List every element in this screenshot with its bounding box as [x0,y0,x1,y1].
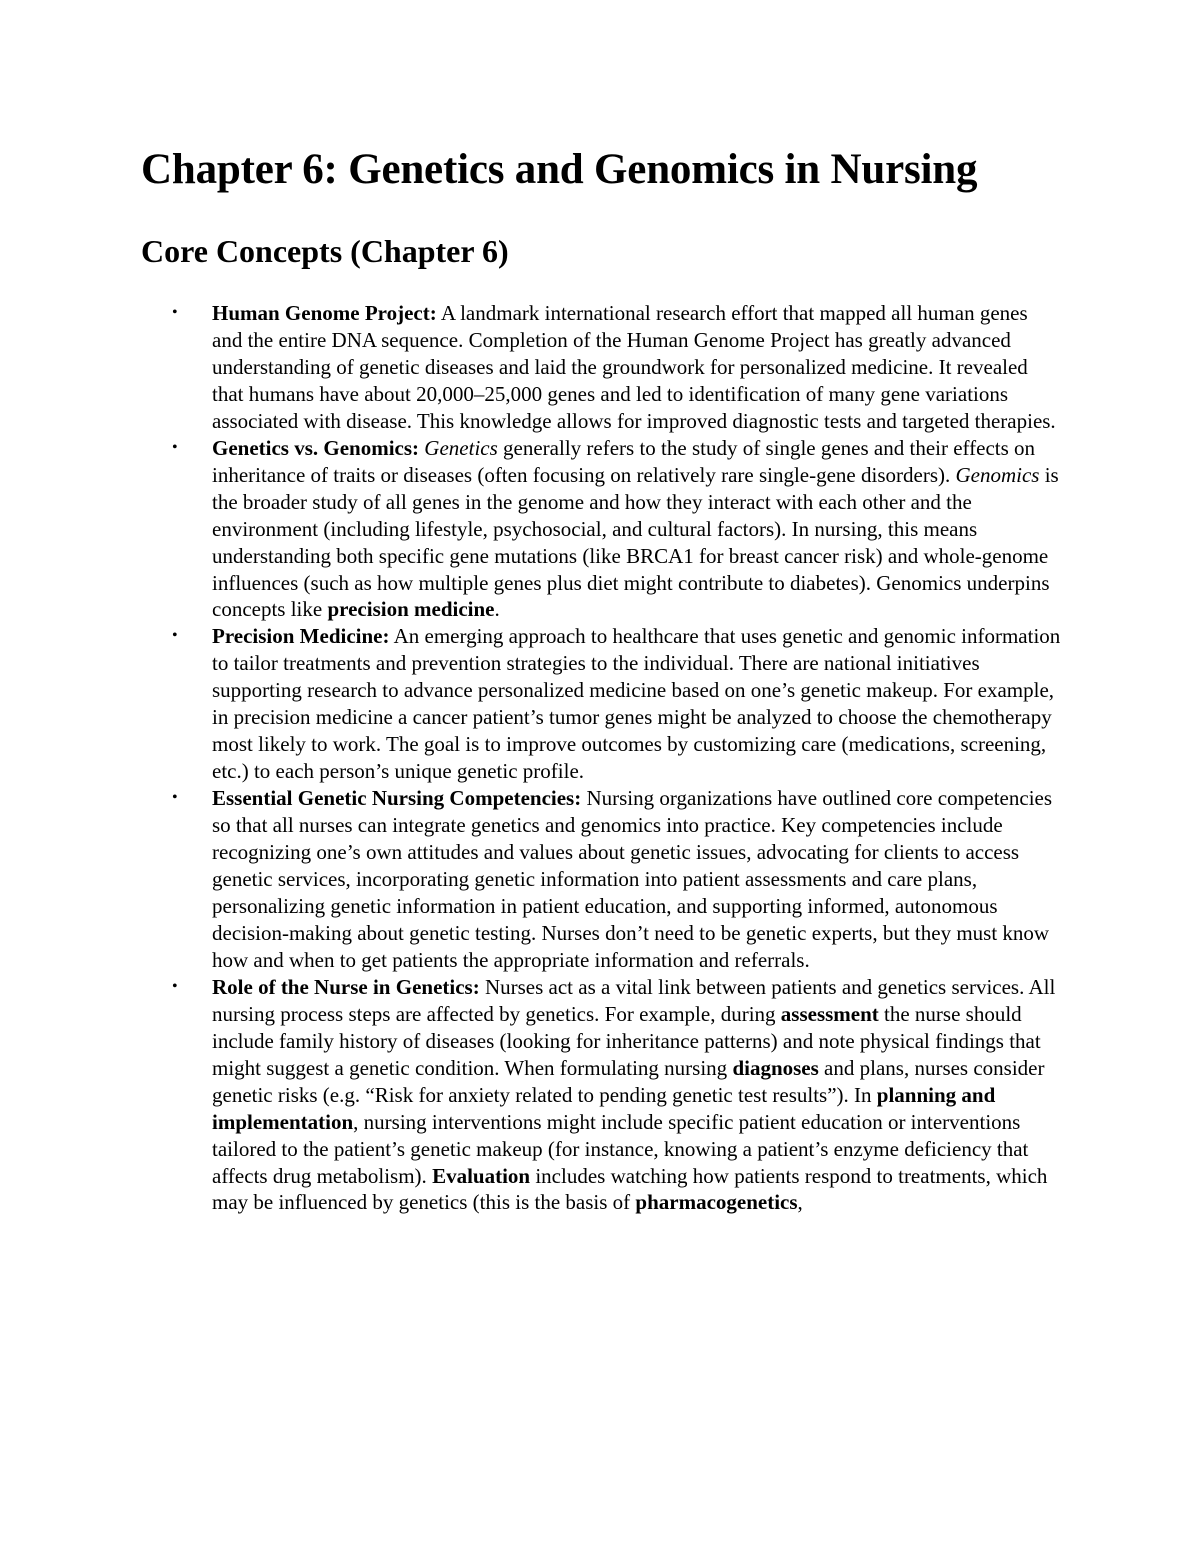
item-keyword: Evaluation [432,1163,531,1188]
item-term: Precision Medicine: [212,624,390,649]
item-text: the nurse should include family history of diseases (looking for inheritance patterns) and note physical findings that might suggest a genetic condition. When formulating nursing [212,1001,1041,1080]
item-emphasis: Genetics [424,435,498,460]
bullet-icon: • [172,977,178,995]
bullet-icon: • [172,627,178,645]
list-item-nursing-competencies [141,785,1061,974]
item-keyword: pharmacogenetics [635,1190,798,1215]
item-text: generally refers to the study of single genes and their effects on inheritance of traits or diseases (often focusing on relatively rare single-gene disorders). [212,435,1036,487]
item-term: Human Genome Project: [212,301,437,325]
item-text: , nursing interventions might include specific patient education or interventions tailored to the patient’s genetic makeup (for instance, knowing a patient’s enzyme deficiency that affects drug metabolism). [212,1109,1029,1188]
bullet-icon: • [172,789,178,807]
item-text: Nurses act as a vital link between patients and genetics services. All nursing process steps are affected by genetics. For example, during [212,974,1056,1026]
item-text: is the broader study of all genes in the genome and how they interact with each other and the environment (including lifestyle, psychosocial, and cultural factors). In nursing, this means understanding both specific gene mutations (like BRCA1 for breast cancer risk) and whole-genome influences (such as how multiple genes plus diet might contribute to diabetes). Genomics underpins concepts like [212,462,1059,622]
item-text: and plans, nurses consider genetic risks (e.g. “Risk for anxiety related to pending genetic test results”). In [212,1055,1045,1107]
list-item-genetics-vs-genomics [141,435,1061,624]
chapter-title: Chapter 6: Genetics and Genomics in Nursing [141,146,978,193]
item-text: , [797,1190,803,1215]
item-term: Role of the Nurse in Genetics: [212,974,480,999]
document-page [141,146,1061,1216]
item-text: A landmark international research effort that mapped all human genes and the entire DNA sequence. Completion of the Human Genome Project has greatly advanced understanding of genetic diseases and laid the groundwork for personalized medicine. It revealed that humans have about 20,000–25,000 genes and led to identification of many gene variations associated with disease. This knowledge allows for improved diagnostic tests and targeted therapies. [212,301,1056,433]
item-keyword: assessment [780,1001,879,1026]
section-heading: Core Concepts (Chapter 6) [141,233,509,269]
list-item-precision-medicine [141,623,1061,785]
item-keyword: precision medicine [327,597,495,622]
item-text: . [494,597,500,622]
item-keyword: diagnoses [732,1055,819,1080]
concept-list [141,300,1061,1216]
list-item-human-genome-project [141,300,1061,435]
bullet-icon: • [172,304,178,321]
item-term: Genetics vs. Genomics: [212,435,420,460]
list-item-role-of-nurse [141,974,1061,1217]
item-text: An emerging approach to healthcare that uses genetic and genomic information to tailor treatments and prevention strategies to the individual. There are national initiatives supporting research to advance personalized medicine based on one’s genetic makeup. For example, in precision medicine a cancer patient’s tumor genes might be analyzed to choose the chemotherapy most likely to work. The goal is to improve outcomes by customizing care (medications, screening, etc.) to each person’s unique genetic profile. [212,624,1061,784]
bullet-icon: • [172,438,178,456]
item-text: includes watching how patients respond to treatments, which may be influenced by genetics (this is the basis of [212,1163,1048,1215]
item-keyword: planning and implementation [212,1082,996,1134]
item-text: Nursing organizations have outlined core competencies so that all nurses can integrate genetics and genomics into practice. Key competencies include recognizing one’s own attitudes and values about genetic issues, advocating for clients to access genetic services, incorporating genetic information into patient assessments and care plans, personalizing genetic information in patient education, and supporting informed, autonomous decision-making about genetic testing. Nurses don’t need to be genetic experts, but they must know how and when to get patients the appropriate information and referrals. [212,786,1053,972]
item-emphasis: Genomics [955,462,1040,487]
item-term: Essential Genetic Nursing Competencies: [212,786,582,811]
